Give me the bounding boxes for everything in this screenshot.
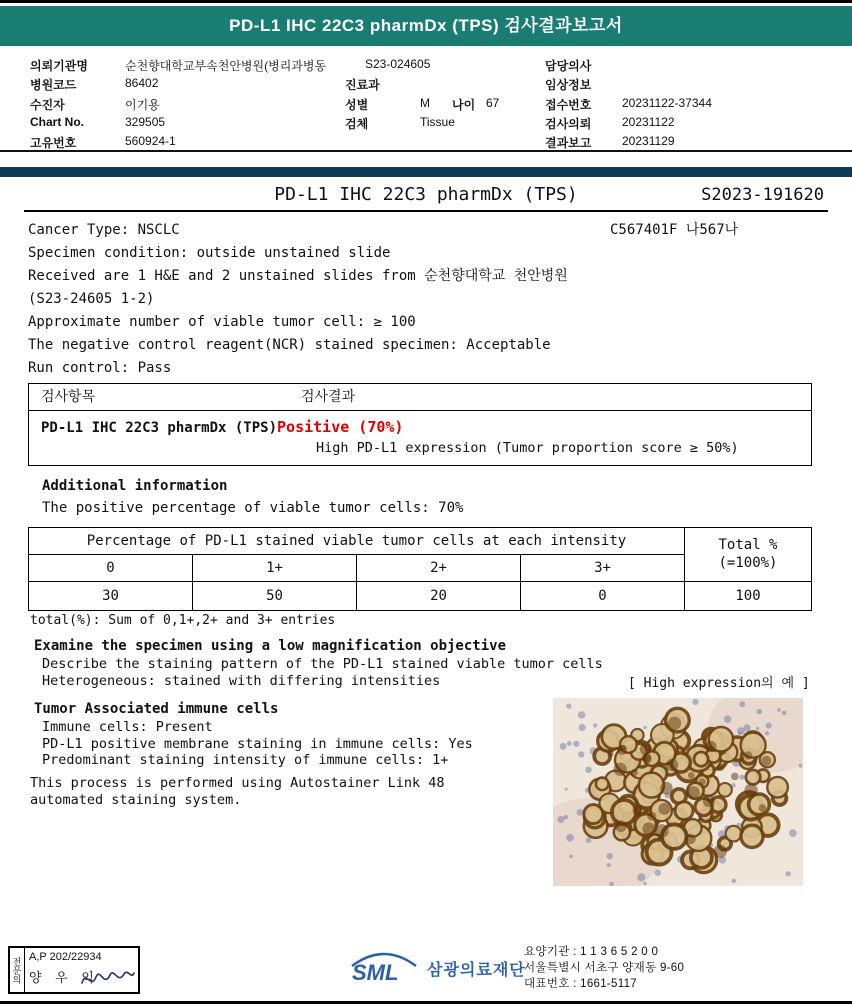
report-date-label: 결과보고 [545, 136, 592, 150]
signature-icon [78, 965, 136, 991]
pathology-code: C567401F 나567나 [610, 222, 739, 238]
intensity-table [28, 527, 812, 611]
additional-info-line: The positive percentage of viable tumor cells: 70% [42, 500, 464, 516]
intensity-value-3p: 0 [521, 582, 685, 610]
intensity-value-0: 30 [29, 582, 193, 610]
body-line: Specimen condition: outside unstained slide [28, 245, 391, 261]
result-note: High PD-L1 expression (Tumor proportion score ≥ 50%) [316, 440, 739, 456]
result-table [28, 383, 812, 466]
intensity-col-1p: 1+ [193, 555, 357, 582]
cancer-type-line [28, 219, 824, 242]
footer-address [524, 944, 684, 992]
specimen-no-value: S23-024605 [365, 57, 431, 71]
patient-name-label: 수진자 [30, 98, 65, 112]
license-number: A,P 202/22934 [29, 951, 102, 963]
stamp-main [25, 948, 138, 992]
intensity-col-3p: 3+ [521, 555, 685, 582]
total-header-line2: (=100%) [718, 554, 778, 571]
pathologist-name: 양 우 익 [29, 970, 99, 985]
result-table-row [29, 411, 811, 436]
intensity-value-2p: 20 [357, 582, 521, 610]
address-line: 대표번호 : 1661-5117 [524, 978, 637, 990]
address-line: 요양기관 : 1 1 3 6 5 2 0 0 [524, 946, 659, 958]
image-caption: [ High expression의 예 ] [628, 676, 810, 691]
process-note-section [30, 775, 445, 808]
test-name: PD-L1 IHC 22C3 pharmDx (TPS) [41, 420, 278, 436]
immune-line: Predominant staining intensity of immune cells: 1+ [42, 752, 449, 768]
body-line: (S23-24605 1-2) [28, 291, 155, 307]
foundation-name: 삼광의료재단 [427, 961, 526, 979]
intensity-col-0: 0 [29, 555, 193, 582]
org-label: 의뢰기관명 [30, 59, 88, 73]
process-note-line: automated staining system. [30, 791, 242, 808]
divider-thin-line [0, 150, 852, 152]
hospital-code-label: 병원코드 [30, 78, 77, 92]
chart-no-label: Chart No. [30, 115, 84, 129]
request-date-value: 20231122 [622, 115, 675, 129]
report-banner [0, 6, 852, 46]
dept-label: 진료과 [345, 78, 380, 92]
intensity-table-header: Percentage of PD-L1 stained viable tumor cells at each intensity [29, 528, 685, 555]
receipt-label: 접수번호 [545, 98, 592, 112]
top-border-line [0, 0, 852, 3]
sml-logo-text: SML [352, 960, 399, 985]
uid-label: 고유번호 [30, 136, 77, 150]
body-line: The negative control reagent(NCR) stained specimen: Acceptable [28, 337, 551, 353]
bottom-border-line [0, 1001, 852, 1004]
clinical-label: 임상정보 [545, 78, 592, 92]
report-title: PD-L1 IHC 22C3 pharmDx (TPS) [274, 184, 578, 205]
intensity-col-2p: 2+ [357, 555, 521, 582]
address-line: 서울특별시 서초구 양재동 9-60 [524, 962, 685, 974]
report-date-value: 20231129 [622, 134, 675, 148]
body-line: Run control: Pass [28, 360, 172, 376]
page-title: PD-L1 IHC 22C3 pharmDx (TPS) 검사결과보고서 [229, 16, 623, 35]
request-date-label: 검사의뢰 [545, 117, 592, 131]
examine-line: Describe the staining pattern of the PD-L1 stained viable tumor cells [42, 656, 603, 672]
total-header-line1: Total % [718, 537, 778, 553]
total-note: total(%): Sum of 0,1+,2+ and 3+ entries [30, 613, 336, 628]
receipt-value: 20231122-37344 [622, 96, 712, 110]
org-value: 순천향대학교부속천안병원(병리과병동 [125, 59, 327, 73]
report-title-row [24, 184, 828, 212]
age-label: 나이 [452, 98, 476, 112]
test-result: Positive (70%) [277, 418, 404, 436]
examine-section [34, 636, 603, 689]
examine-line: Heterogeneous: stained with differing intensities [42, 672, 441, 689]
sex-value: M [420, 96, 430, 110]
intensity-value-1p: 50 [193, 582, 357, 610]
immune-heading: Tumor Associated immune cells [34, 701, 279, 717]
result-col1-header: 검사항목 [41, 389, 96, 405]
immune-line: Immune cells: Present [42, 719, 213, 735]
age-value: 67 [486, 96, 500, 110]
intensity-total-header [685, 528, 811, 582]
result-table-header [29, 384, 811, 411]
body-line: Approximate number of viable tumor cell: ≥ 100 [28, 314, 416, 330]
examine-heading: Examine the specimen using a low magnification objective [34, 638, 507, 654]
additional-info-heading: Additional information [42, 478, 228, 494]
patient-info-section [0, 57, 852, 152]
sml-logo-icon [348, 951, 420, 985]
process-note-line: This process is performed using Autostainer Link 48 [30, 775, 445, 791]
pathologist-stamp-box [8, 946, 140, 994]
specimen-value: Tissue [420, 115, 455, 129]
result-col2-header: 검사결과 [301, 389, 356, 405]
divider-navy-bar [0, 167, 852, 177]
chart-no-value: 329505 [125, 115, 166, 129]
immune-cells-section [34, 699, 473, 769]
immune-line: PD-L1 positive membrane staining in immune cells: Yes [42, 735, 473, 752]
stamp-side-label: 전문의 [10, 948, 25, 992]
cancer-type: Cancer Type: NSCLC [28, 222, 180, 238]
patient-name-value: 이기용 [125, 98, 160, 112]
sex-label: 성별 [345, 98, 369, 112]
doctor-label: 담당의사 [545, 59, 592, 73]
intensity-total-value: 100 [735, 588, 761, 604]
hospital-code-value: 86402 [125, 76, 159, 90]
specimen-label: 검체 [345, 117, 369, 131]
sml-logo [348, 951, 526, 985]
report-serial-number: S2023-191620 [701, 185, 824, 205]
histology-image [553, 698, 803, 886]
report-body-text [28, 219, 824, 380]
histology-svg [553, 698, 803, 886]
uid-value: 560924-1 [125, 134, 176, 148]
body-line: Received are 1 H&E and 2 unstained slides from 순천향대학교 천안병원 [28, 268, 568, 284]
